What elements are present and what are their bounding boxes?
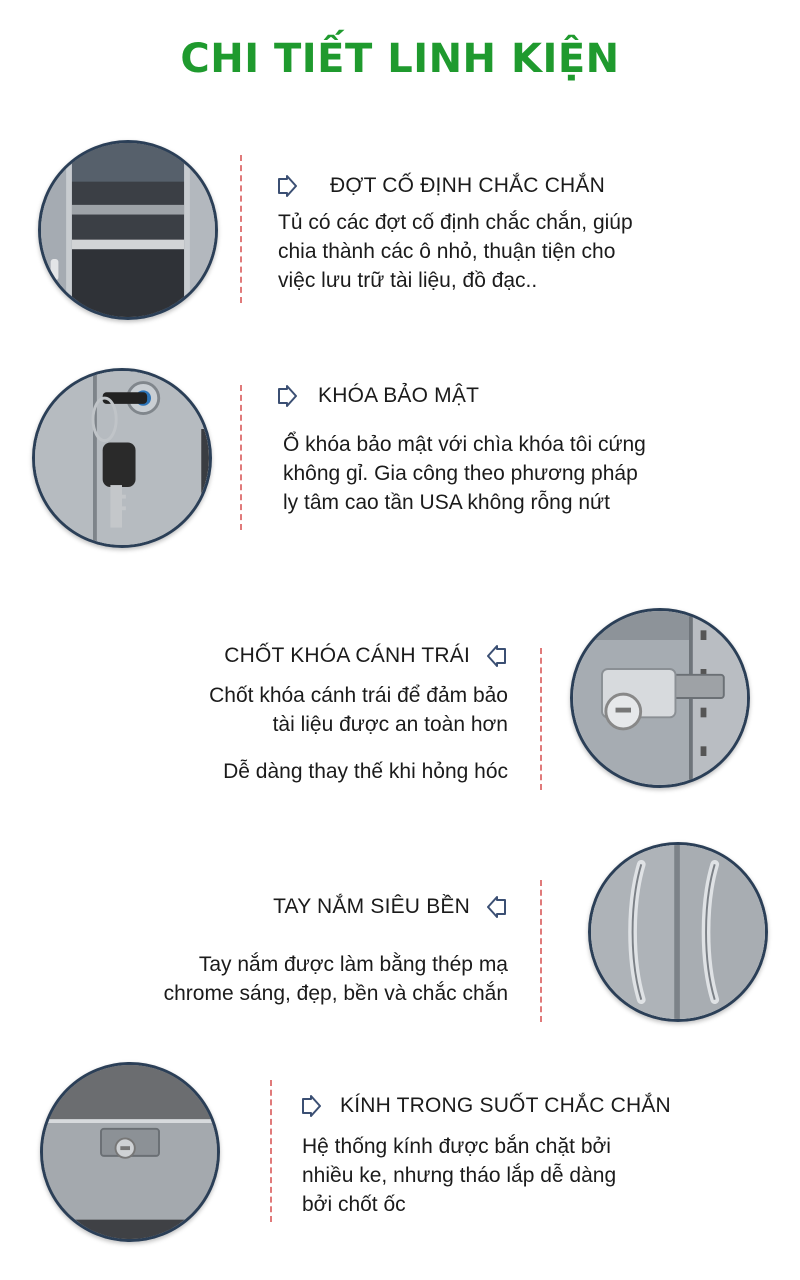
heading-text: CHỐT KHÓA CÁNH TRÁI (224, 644, 470, 667)
shelf-photo (38, 140, 218, 320)
heading-text: TAY NẮM SIÊU BỀN (273, 895, 470, 918)
section-heading-latch (224, 644, 508, 668)
section-heading-lock (276, 384, 479, 408)
heading-text: KÍNH TRONG SUỐT CHẮC CHẮN (340, 1094, 671, 1117)
section-heading-handle (273, 895, 508, 919)
section-description: Hệ thống kính được bắn chặt bởi nhiều ke, nhưng tháo lắp dễ dàng bởi chốt ốc (302, 1135, 617, 1216)
arrow-right-icon (276, 175, 298, 197)
section-description: Tủ có các đợt cố định chắc chắn, giúp chia thành các ô nhỏ, thuận tiện cho việc lưu trữ tài liệu, đồ đạc.. (278, 211, 633, 292)
lock-photo (32, 368, 212, 548)
handle-photo (588, 842, 768, 1022)
section-description-extra: Dễ dàng thay thế khi hỏng hóc (223, 760, 508, 783)
glass-photo (40, 1062, 220, 1242)
latch-photo (570, 608, 750, 788)
arrow-right-icon (276, 385, 298, 407)
section-divider (240, 385, 242, 530)
section-heading-shelf (276, 174, 605, 198)
arrow-left-icon (486, 896, 508, 918)
section-heading-glass (300, 1094, 671, 1118)
arrow-left-icon (486, 645, 508, 667)
section-divider (540, 880, 542, 1022)
section-description: Tay nắm được làm bằng thép mạ chrome sáng, đẹp, bền và chắc chắn (163, 953, 508, 1005)
section-divider (540, 648, 542, 790)
page-title: CHI TIẾT LINH KIỆN (180, 36, 620, 82)
section-description: Chốt khóa cánh trái để đảm bảo tài liệu được an toàn hơn Dễ dàng thay thế khi hỏng hóc (209, 681, 508, 786)
arrow-right-icon (300, 1095, 322, 1117)
heading-text: ĐỢT CỐ ĐỊNH CHẮC CHẮN (330, 174, 605, 197)
heading-text: KHÓA BẢO MẬT (318, 384, 480, 407)
section-divider (240, 155, 242, 303)
section-divider (270, 1080, 272, 1222)
section-description: Ổ khóa bảo mật với chìa khóa tôi cứng không gỉ. Gia công theo phương pháp ly tâm cao tần USA không rỗng nứt (283, 433, 646, 514)
